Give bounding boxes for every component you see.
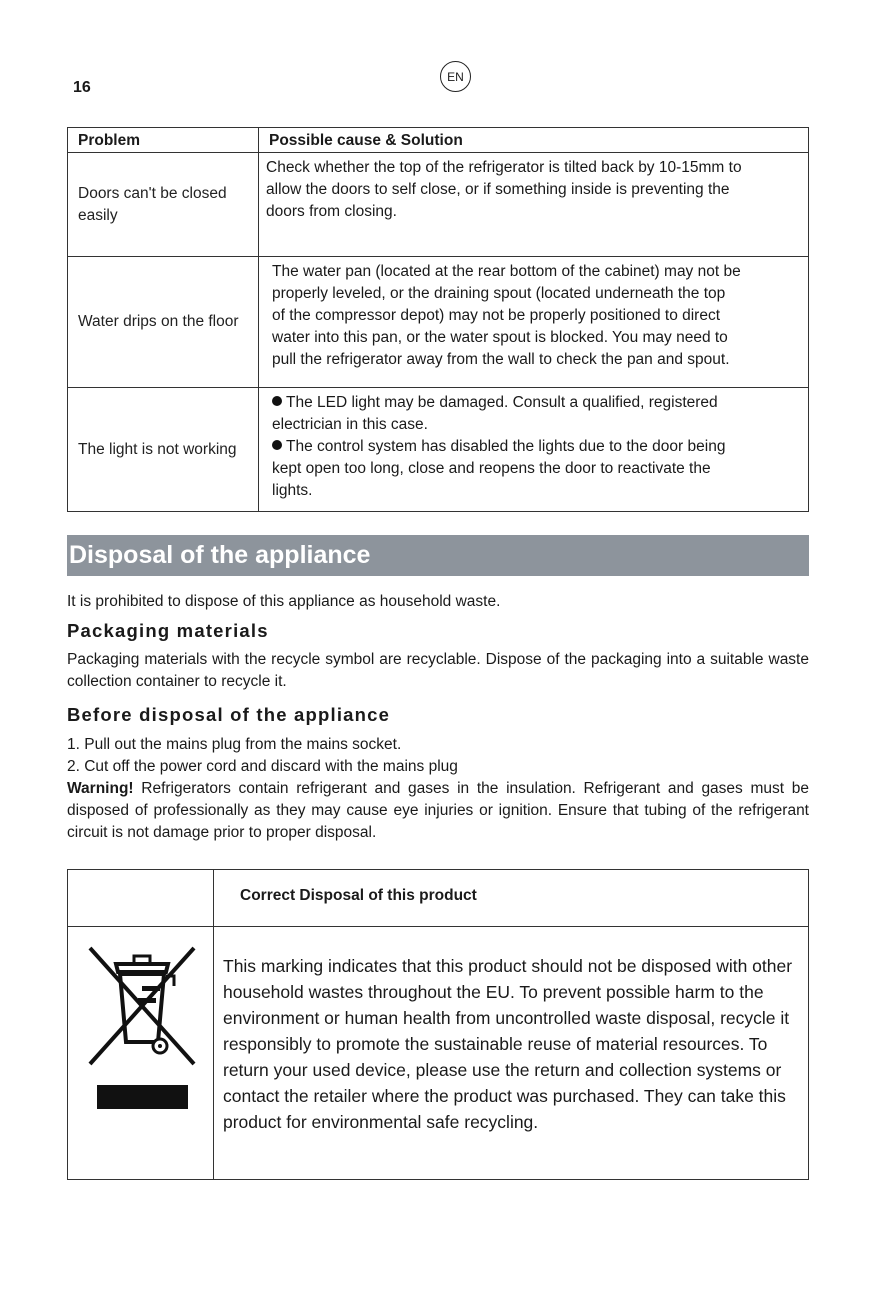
language-badge: EN [440, 61, 471, 92]
disposal-intro: It is prohibited to dispose of this appliance as household waste. [67, 593, 501, 610]
weee-text: This marking indicates that this product should not be disposed with other household wastes throughout the EU. To prevent possible harm to the environment or human health from uncontrolled waste disposal, recycle it responsibly to promote the sustainable reuse of material resources. To return your used device, please use the return and collection systems or contact the retailer where the product was purchased. They can take this product for environmental safe recycling. [223, 956, 793, 1132]
solution-cell [259, 388, 809, 512]
bullet-text: The LED light may be damaged. Consult a qualified, registered [286, 394, 718, 411]
problem-cell: The light is not working [68, 388, 259, 512]
solution-line: pull the refrigerator away from the wall to check the pan and spout. [272, 351, 730, 368]
table-row [68, 257, 809, 388]
heading-packaging: Packaging materials [67, 620, 269, 641]
solution-line [272, 436, 808, 458]
solution-line: allow the doors to self close, or if something inside is preventing the [266, 181, 730, 198]
divider [213, 870, 214, 1179]
solution-cell [259, 153, 809, 257]
warning-label: Warning! [67, 780, 134, 797]
solution-line: of the compressor depot) may not be properly positioned to direct [272, 307, 721, 324]
table-row [68, 388, 809, 512]
step-2: 2. Cut off the power cord and discard with the mains plug [67, 758, 458, 775]
header-solution: Possible cause & Solution [259, 128, 809, 153]
solution-line [272, 392, 808, 414]
weee-box [67, 869, 809, 1180]
table-header-row [68, 128, 809, 153]
solution-line: lights. [272, 482, 313, 499]
warning-paragraph [67, 778, 809, 844]
troubleshooting-table [67, 127, 809, 512]
solution-line: water into this pan, or the water spout is blocked. You may need to [272, 329, 728, 346]
step-1: 1. Pull out the mains plug from the mains socket. [67, 736, 402, 753]
problem-cell: Water drips on the floor [68, 257, 259, 388]
crossed-out-wheelie-bin-icon [82, 942, 202, 1112]
solution-line: The water pan (located at the rear bottom of the cabinet) may not be [272, 263, 741, 280]
weee-title: Correct Disposal of this product [240, 887, 477, 904]
solution-cell [259, 257, 809, 388]
header-problem: Problem [68, 128, 259, 153]
solution-line: electrician in this case. [272, 416, 428, 433]
warning-text: Refrigerators contain refrigerant and gases in the insulation. Refrigerant and gases must be disposed of professionally as they may cause eye injuries or ignition. Ensure that tubing of the refrigerant circuit is not damage prior to proper disposal. [67, 780, 809, 841]
problem-cell: Doors can't be closed easily [68, 153, 259, 257]
section-title-disposal: Disposal of the appliance [67, 535, 809, 576]
bullet-text: The control system has disabled the lights due to the door being [286, 438, 726, 455]
solution-line: Check whether the top of the refrigerator is tilted back by 10-15mm to [266, 159, 742, 176]
solution-line: properly leveled, or the draining spout (located underneath the top [272, 285, 726, 302]
bullet-icon [272, 440, 282, 450]
divider [68, 926, 808, 927]
bullet-icon [272, 396, 282, 406]
page-number: 16 [73, 79, 91, 96]
solution-line: doors from closing. [266, 203, 397, 220]
heading-before-disposal: Before disposal of the appliance [67, 704, 391, 725]
table-row [68, 153, 809, 257]
packaging-text: Packaging materials with the recycle symbol are recyclable. Dispose of the packaging into a suitable waste collection container to recycle it. [67, 651, 809, 690]
solution-line: kept open too long, close and reopens the door to reactivate the [272, 460, 711, 477]
